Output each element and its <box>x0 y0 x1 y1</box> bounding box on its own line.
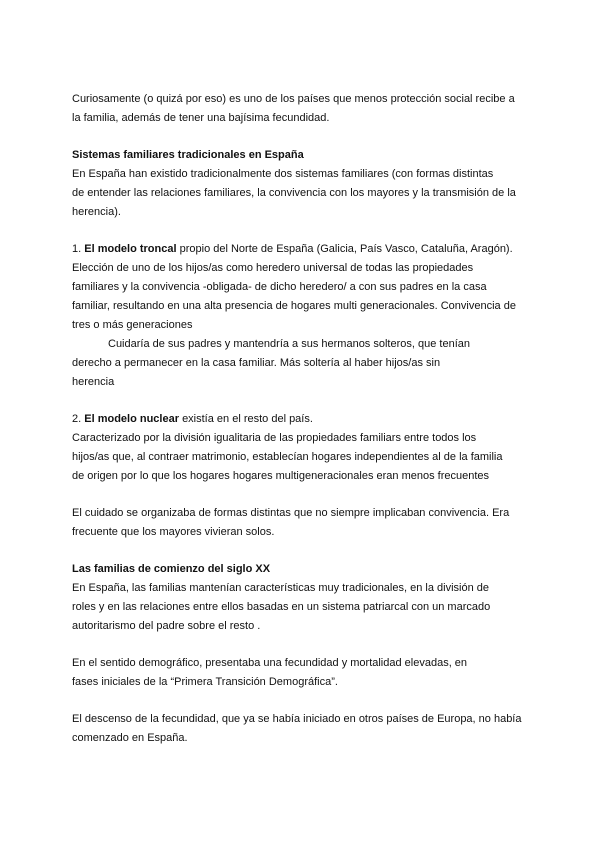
care-line-2: frecuente que los mayores vivieran solos. <box>72 526 275 538</box>
section1-line-2: de entender las relaciones familiares, la convivencia con los mayores y la transmisión de la <box>72 187 516 199</box>
section1-line-3: herencia). <box>72 206 121 218</box>
troncal-line-5: derecho a permanecer en la casa familiar. Más soltería al haber hijos/as sin <box>72 357 441 369</box>
nuclear-term: El modelo nuclear <box>84 413 179 425</box>
nuclear-first-rest: existía en el resto del país. <box>182 413 313 425</box>
demographic-line-2: fases iniciales de la “Primera Transición Demográfica”. <box>72 676 338 688</box>
nuclear-line-3: de origen por lo que los hogares hogares multigeneracionales eran menos frecuentes <box>72 470 490 482</box>
section2-line-1: En España, las familias mantenían características muy tradicionales, en la división de <box>72 582 489 594</box>
section-heading-20th-century: Las familias de comienzo del siglo XX <box>72 563 271 575</box>
nuclear-first-line <box>72 412 313 426</box>
nuclear-number: 2. <box>72 413 82 425</box>
demographic-line-1: En el sentido demográfico, presentaba una fecundidad y mortalidad elevadas, en <box>72 657 468 669</box>
troncal-line-4: tres o más generaciones <box>72 319 193 331</box>
section1-line-1: En España han existido tradicionalmente dos sistemas familiares (con formas distintas <box>72 168 494 180</box>
troncal-line-1: Elección de uno de los hijos/as como heredero universal de todas las propiedades <box>72 262 474 274</box>
troncal-line-3: familiar, resultando en una alta presencia de hogares multi generacionales. Convivencia de <box>72 300 516 312</box>
nuclear-line-1: Caracterizado por la división igualitaria de las propiedades familiars entre todos los <box>72 432 477 444</box>
troncal-indent-line: Cuidaría de sus padres y mantendría a sus hermanos solteros, que tenían <box>108 338 470 350</box>
troncal-first-line <box>72 242 513 256</box>
decline-line-2: comenzado en España. <box>72 732 188 744</box>
troncal-line-2: familiares y la convivencia -obligada- de dicho heredero/ a con sus padres en la casa <box>72 281 487 293</box>
section-heading-traditional: Sistemas familiares tradicionales en España <box>72 149 304 161</box>
troncal-line-6: herencia <box>72 376 115 388</box>
nuclear-line-2: hijos/as que, al contraer matrimonio, establecían hogares independientes al de la familia <box>72 451 503 463</box>
troncal-first-rest: propio del Norte de España (Galicia, País Vasco, Cataluña, Aragón). <box>179 243 513 255</box>
section2-line-3: autoritarismo del padre sobre el resto . <box>72 620 261 632</box>
troncal-term: El modelo troncal <box>84 243 177 255</box>
section2-line-2: roles y en las relaciones entre ellos basadas en un sistema patriarcal con un marcado <box>72 601 491 613</box>
decline-line-1: El descenso de la fecundidad, que ya se había iniciado en otros países de Europa, no había <box>72 713 522 725</box>
intro-line-2: la familia, además de tener una bajísima fecundidad. <box>72 112 330 124</box>
troncal-number: 1. <box>72 243 82 255</box>
intro-line-1: Curiosamente (o quizá por eso) es uno de los países que menos protección social recibe a <box>72 93 515 105</box>
care-line-1: El cuidado se organizaba de formas distintas que no siempre implicaban convivencia. Era <box>72 507 510 519</box>
